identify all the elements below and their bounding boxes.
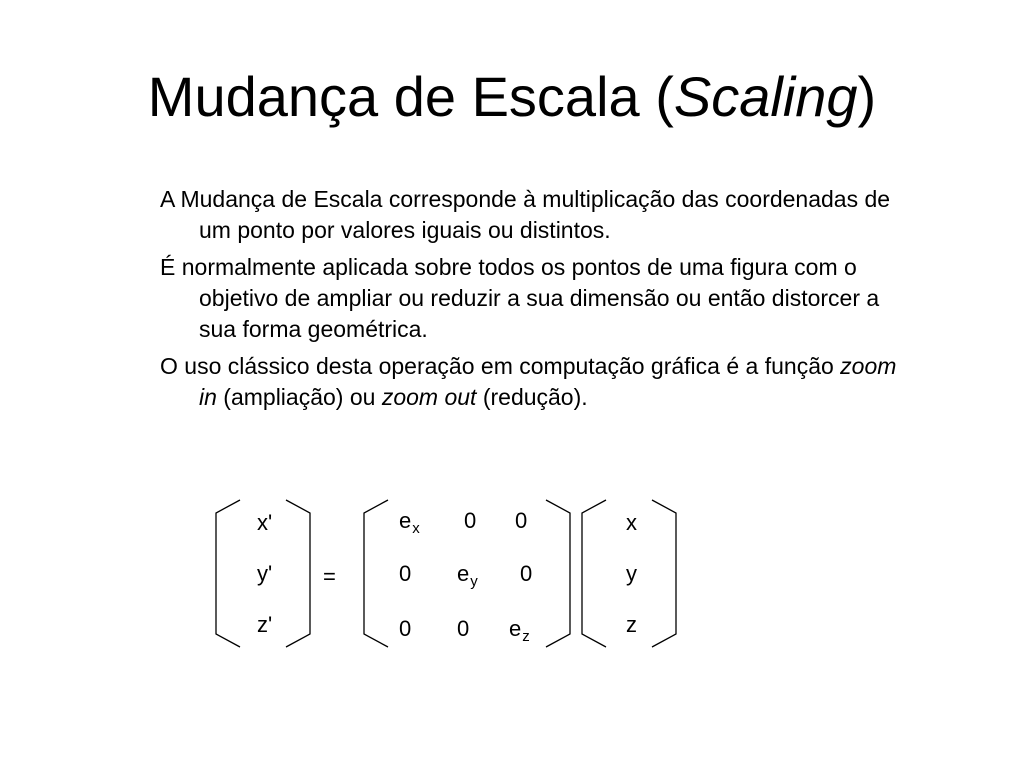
- right-vector-x: x: [626, 510, 637, 535]
- equals-sign: =: [323, 564, 336, 589]
- zoom-out-term: zoom out: [381, 384, 477, 410]
- matrix-r3c2: 0: [457, 616, 470, 641]
- matrix-r2c2-base: e: [457, 561, 470, 586]
- matrix-r1c3: 0: [515, 508, 528, 533]
- left-vector-z-prime: z': [257, 612, 273, 637]
- left-vector-y-prime: y': [257, 561, 273, 586]
- matrix-r1c1-base: e: [399, 508, 412, 533]
- paragraph-classic-use-text-3: (redução).: [476, 384, 588, 410]
- matrix-r3c3-subscript: z: [522, 628, 530, 645]
- left-vector-x-prime: x': [257, 510, 273, 535]
- matrix-r2c2: [457, 561, 478, 595]
- matrix-r3c3-base: e: [509, 616, 522, 641]
- right-vector-z: z: [626, 612, 637, 637]
- paragraph-definition: A Mudança de Escala corresponde à multiplicação das coordenadas de um ponto por valores iguais ou distintos.: [160, 186, 891, 243]
- right-vector-left-bracket: [582, 500, 606, 647]
- matrix-right-bracket: [546, 500, 570, 647]
- right-vector-y: y: [626, 561, 637, 586]
- title-italic-text: Scaling: [673, 65, 858, 128]
- paragraph-classic-use-text-1: O uso clássico desta operação em computação gráfica é a função: [160, 353, 841, 379]
- matrix-r3c3: [509, 616, 530, 650]
- matrix-r3c1: 0: [399, 616, 412, 641]
- paragraph-application: É normalmente aplicada sobre todos os pontos de uma figura com o objetivo de ampliar ou reduzir a sua dimensão ou então distorcer a sua forma geométrica.: [160, 254, 880, 342]
- matrix-r1c2: 0: [464, 508, 477, 533]
- title-main-text: Mudança de Escala (: [147, 65, 674, 128]
- matrix-r1c1-subscript: x: [412, 520, 420, 537]
- left-vector-right-bracket: [286, 500, 310, 647]
- matrix-r2c1: 0: [399, 561, 412, 586]
- matrix-r1c1: [399, 508, 420, 542]
- right-vector-right-bracket: [652, 500, 676, 647]
- paragraph-classic-use-text-2: (ampliação) ou: [216, 384, 382, 410]
- matrix-left-bracket: [364, 500, 388, 647]
- matrix-r2c2-subscript: y: [470, 573, 478, 590]
- matrix-r2c3: 0: [520, 561, 533, 586]
- title-close-paren: ): [857, 65, 877, 128]
- zoom-in-term: zoom in: [199, 353, 897, 410]
- left-vector-left-bracket: [216, 500, 240, 647]
